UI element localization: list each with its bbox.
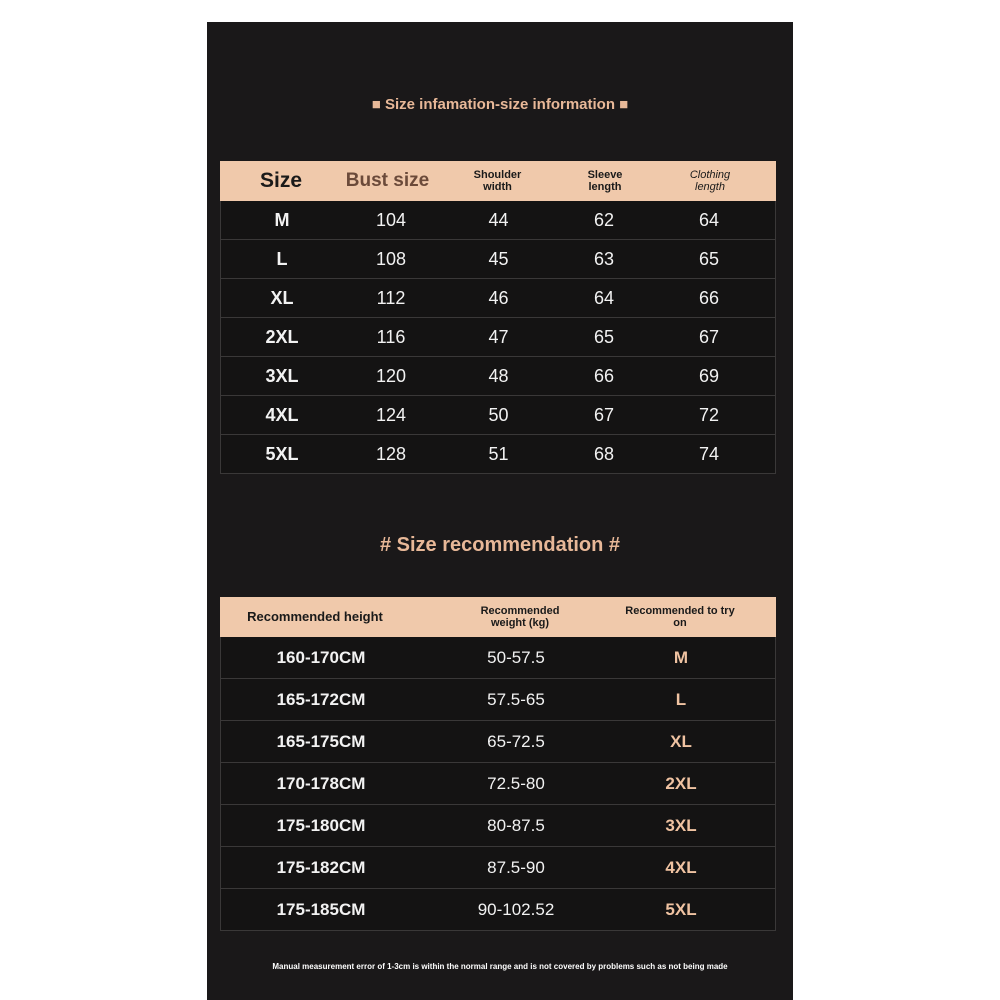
header-recommended-try-on: Recommended to try on <box>625 605 735 629</box>
size-row <box>220 240 776 279</box>
size-row <box>220 279 776 318</box>
header-recommended-weight: Recommended weight (kg) <box>480 605 560 629</box>
size-cell: 112 <box>376 287 406 308</box>
size-row <box>220 435 776 474</box>
size-cell: 64 <box>698 209 720 230</box>
recommendation-cell: 80-87.5 <box>487 815 545 835</box>
size-cell: 5XL <box>265 443 299 464</box>
size-cell: 124 <box>375 404 407 425</box>
recommendation-cell: XL <box>670 731 692 751</box>
size-cell: 45 <box>488 248 509 269</box>
recommendation-table-header <box>220 597 776 637</box>
recommendation-row <box>220 847 776 889</box>
recommendation-cell: 57.5-65 <box>487 689 545 709</box>
size-cell: 4XL <box>265 404 299 425</box>
measurement-disclaimer: Manual measurement error of 1-3cm is within the normal range and is not covered by problems such as not being made <box>272 962 728 971</box>
size-cell: 67 <box>698 326 720 347</box>
size-information-title: ■ Size infamation-size information ■ <box>371 96 629 113</box>
size-chart-panel <box>207 22 793 1000</box>
recommendation-cell: 165-175CM <box>276 731 366 751</box>
recommendation-row <box>220 679 776 721</box>
size-recommendation-table <box>220 597 776 931</box>
size-cell: 64 <box>593 287 615 308</box>
size-cell: 116 <box>376 326 406 347</box>
recommendation-cell: 3XL <box>665 815 697 835</box>
recommendation-cell: 72.5-80 <box>487 773 545 793</box>
size-table-header <box>220 161 776 201</box>
size-cell: 128 <box>375 443 407 464</box>
size-cell: 72 <box>698 404 720 425</box>
recommendation-cell: 2XL <box>665 773 697 793</box>
size-cell: 69 <box>698 365 720 386</box>
header-sleeve-length: Sleeve length <box>587 169 623 193</box>
header-recommended-height: Recommended height <box>247 609 383 624</box>
size-cell: 63 <box>593 248 615 269</box>
size-cell: 62 <box>593 209 615 230</box>
recommendation-cell: 175-185CM <box>276 899 366 919</box>
size-information-table <box>220 161 776 474</box>
size-cell: 47 <box>488 326 509 347</box>
size-cell: 2XL <box>265 326 299 347</box>
size-cell: 104 <box>375 209 407 230</box>
size-cell: XL <box>270 287 294 308</box>
size-cell: 66 <box>698 287 720 308</box>
recommendation-cell: 165-172CM <box>276 689 366 709</box>
recommendation-cell: 65-72.5 <box>487 731 545 751</box>
size-cell: 120 <box>375 365 407 386</box>
size-cell: 44 <box>488 209 509 230</box>
size-cell: 108 <box>375 248 407 269</box>
recommendation-cell: 160-170CM <box>276 647 366 667</box>
recommendation-cell: 87.5-90 <box>487 857 545 877</box>
size-recommendation-title: # Size recommendation # <box>379 534 621 556</box>
size-row <box>220 357 776 396</box>
header-shoulder-width: Shoulder width <box>473 169 522 193</box>
size-row <box>220 396 776 435</box>
recommendation-row <box>220 889 776 931</box>
recommendation-row <box>220 763 776 805</box>
size-cell: 48 <box>488 365 509 386</box>
recommendation-cell: 170-178CM <box>276 773 366 793</box>
size-row <box>220 318 776 357</box>
size-cell: 66 <box>593 365 615 386</box>
header-size: Size <box>259 169 303 192</box>
recommendation-cell: 90-102.52 <box>477 899 555 919</box>
recommendation-row <box>220 805 776 847</box>
recommendation-row <box>220 721 776 763</box>
size-cell: M <box>274 209 290 230</box>
header-clothing-length: Clothing length <box>689 169 731 193</box>
size-cell: 67 <box>593 404 615 425</box>
size-cell: 51 <box>488 443 509 464</box>
recommendation-cell: M <box>673 647 689 667</box>
recommendation-row <box>220 637 776 679</box>
recommendation-cell: 50-57.5 <box>487 647 545 667</box>
recommendation-cell: 4XL <box>665 857 697 877</box>
size-cell: 3XL <box>265 365 299 386</box>
recommendation-cell: 175-180CM <box>276 815 366 835</box>
size-cell: 65 <box>593 326 615 347</box>
recommendation-cell: 175-182CM <box>276 857 366 877</box>
size-cell: 46 <box>488 287 509 308</box>
size-cell: L <box>276 248 288 269</box>
size-cell: 65 <box>698 248 720 269</box>
size-cell: 74 <box>698 443 720 464</box>
size-cell: 50 <box>488 404 509 425</box>
recommendation-cell: L <box>675 689 687 709</box>
header-bust-size: Bust size <box>345 170 430 191</box>
size-row <box>220 201 776 240</box>
recommendation-cell: 5XL <box>665 899 697 919</box>
size-cell: 68 <box>593 443 615 464</box>
